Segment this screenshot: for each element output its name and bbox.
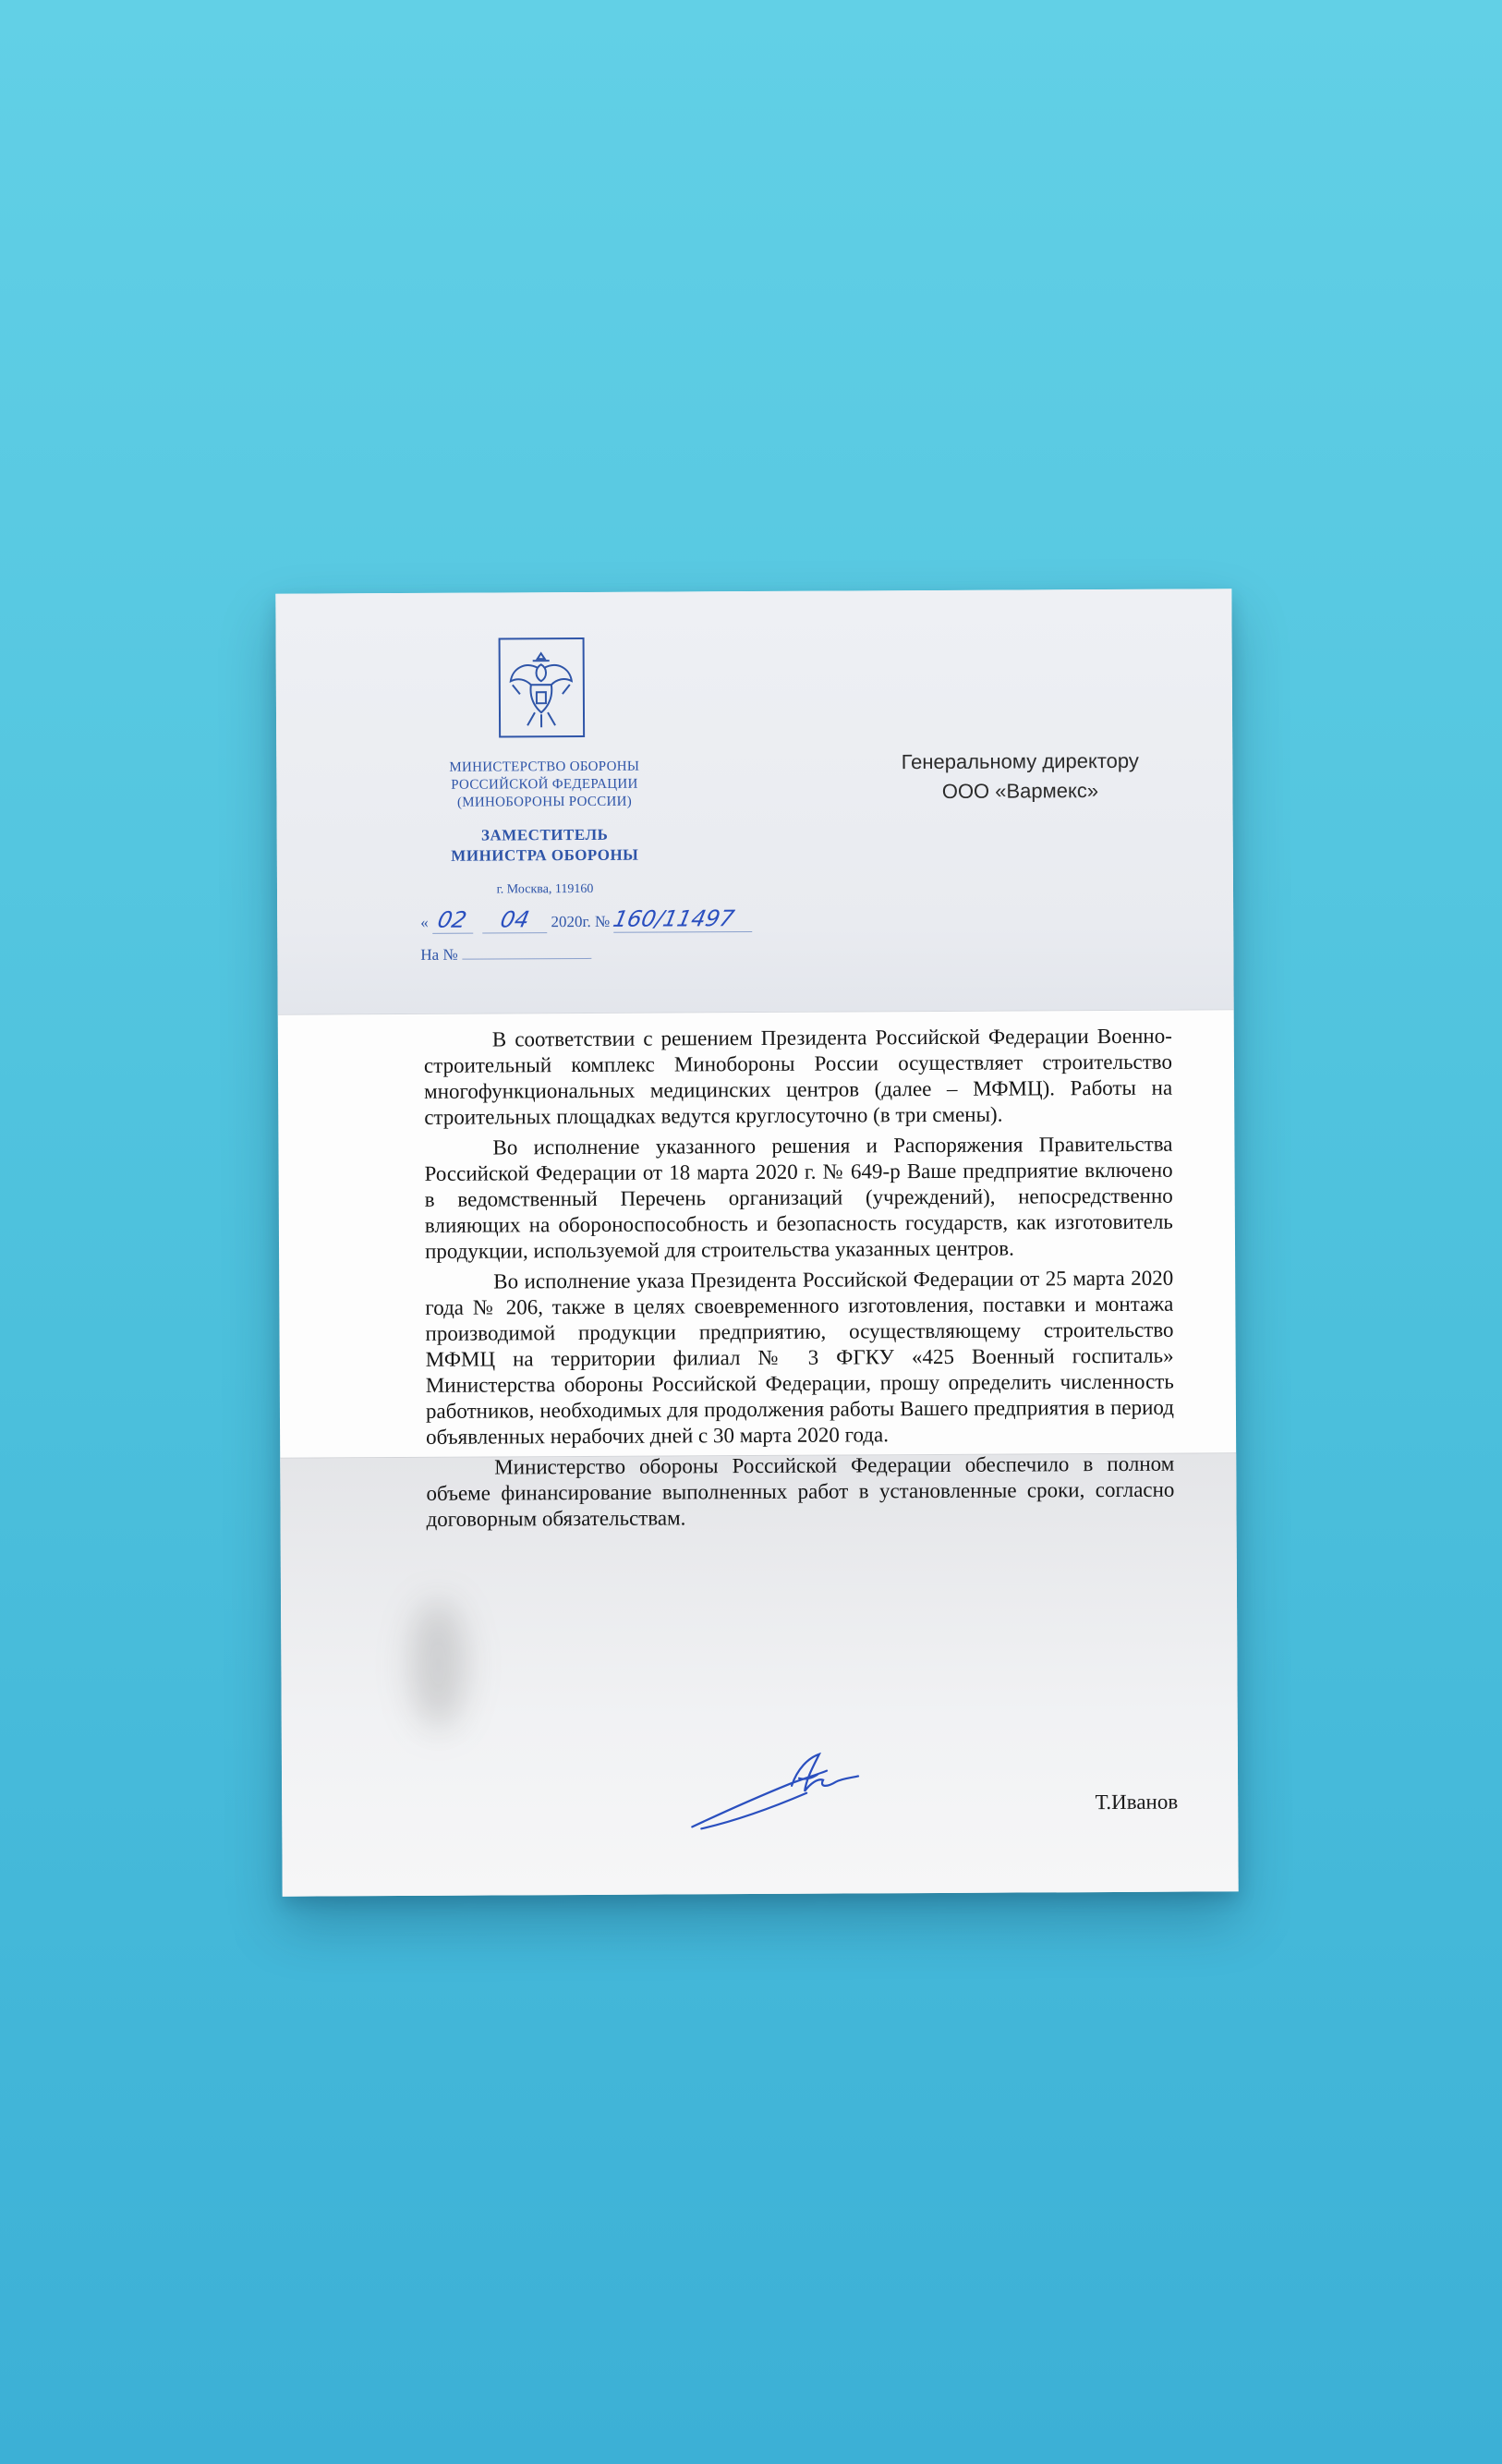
date-number-line xyxy=(420,905,752,934)
handwritten-day: 02 xyxy=(435,906,470,933)
city-postal-code: г. Москва, 119160 xyxy=(496,881,594,897)
handwritten-signature xyxy=(688,1750,864,1834)
reference-blank xyxy=(462,958,591,960)
date-open-quote: « xyxy=(420,913,429,931)
recipient-position: Генеральному директору xyxy=(901,748,1139,774)
letter-body xyxy=(424,1024,1175,1537)
number-label: № xyxy=(594,912,611,930)
signer-name: Т.Иванов xyxy=(1095,1790,1179,1815)
deputy-line: ЗАМЕСТИТЕЛЬ xyxy=(480,825,609,844)
deputy-line: МИНИСТРА ОБОРОНЫ xyxy=(451,845,639,865)
russian-coat-of-arms-icon xyxy=(498,637,587,738)
deputy-minister-title xyxy=(411,824,679,867)
recipient-company: ООО «Вармекс» xyxy=(941,779,1099,803)
ministry-line: (МИНОБОРОНЫ РОССИИ) xyxy=(456,794,633,810)
body-paragraph: В соответствии с решением Президента Российской Федерации Военно-строительный комплекс Минобороны России осуществляет строительство многофункциональных медицинских центров (далее – МФМЦ). Работы на строительных площадках ведутся круглосуточно (в три смены). xyxy=(423,1024,1173,1129)
reference-label: На № xyxy=(420,945,458,964)
reference-line xyxy=(420,945,591,965)
body-paragraph: Во исполнение указанного решения и Распоряжения Правительства Российской Федерации от 18 марта 2020 г. № 649-р Ваше предприятие включено в ведомственный Перечень организаций (учреждений), непосредственно влияющих на обороноспособность и безопасность государств, как изготовитель продукции, используемой для строительства указанных центров. xyxy=(424,1132,1173,1263)
ministry-line: МИНИСТЕРСТВО ОБОРОНЫ xyxy=(449,759,640,775)
body-paragraph: Во исполнение указа Президента Российской Федерации от 25 марта 2020 года № 206, также в целях своевременного изготовления, поставки и монтажа производимой продукции предприятию, осуществляющему строительство МФМЦ на территории филиал № 3 ФГКУ «425 Военный госпиталь» Министерства обороны Российской Федерации, прошу определить численность работников, необходимых для продолжения работы Вашего предприятия в период объявленных нерабочих дней с 30 марта 2020 года. xyxy=(425,1266,1175,1449)
ministry-line: РОССИЙСКОЙ ФЕДЕРАЦИИ xyxy=(451,776,638,793)
date-year: 2020г. xyxy=(551,912,591,931)
ministry-name xyxy=(410,758,678,812)
handwritten-number: 160/11497 xyxy=(611,905,737,932)
body-paragraph: Министерство обороны Российской Федерации обеспечило в полном объеме финансирование выполненных работ в установленные сроки, согласно договорным обязательствам. xyxy=(426,1451,1175,1531)
letter-sheet xyxy=(275,589,1238,1896)
handwritten-month: 04 xyxy=(497,906,532,933)
recipient-block xyxy=(867,746,1172,807)
paper-smudge xyxy=(410,1600,466,1730)
